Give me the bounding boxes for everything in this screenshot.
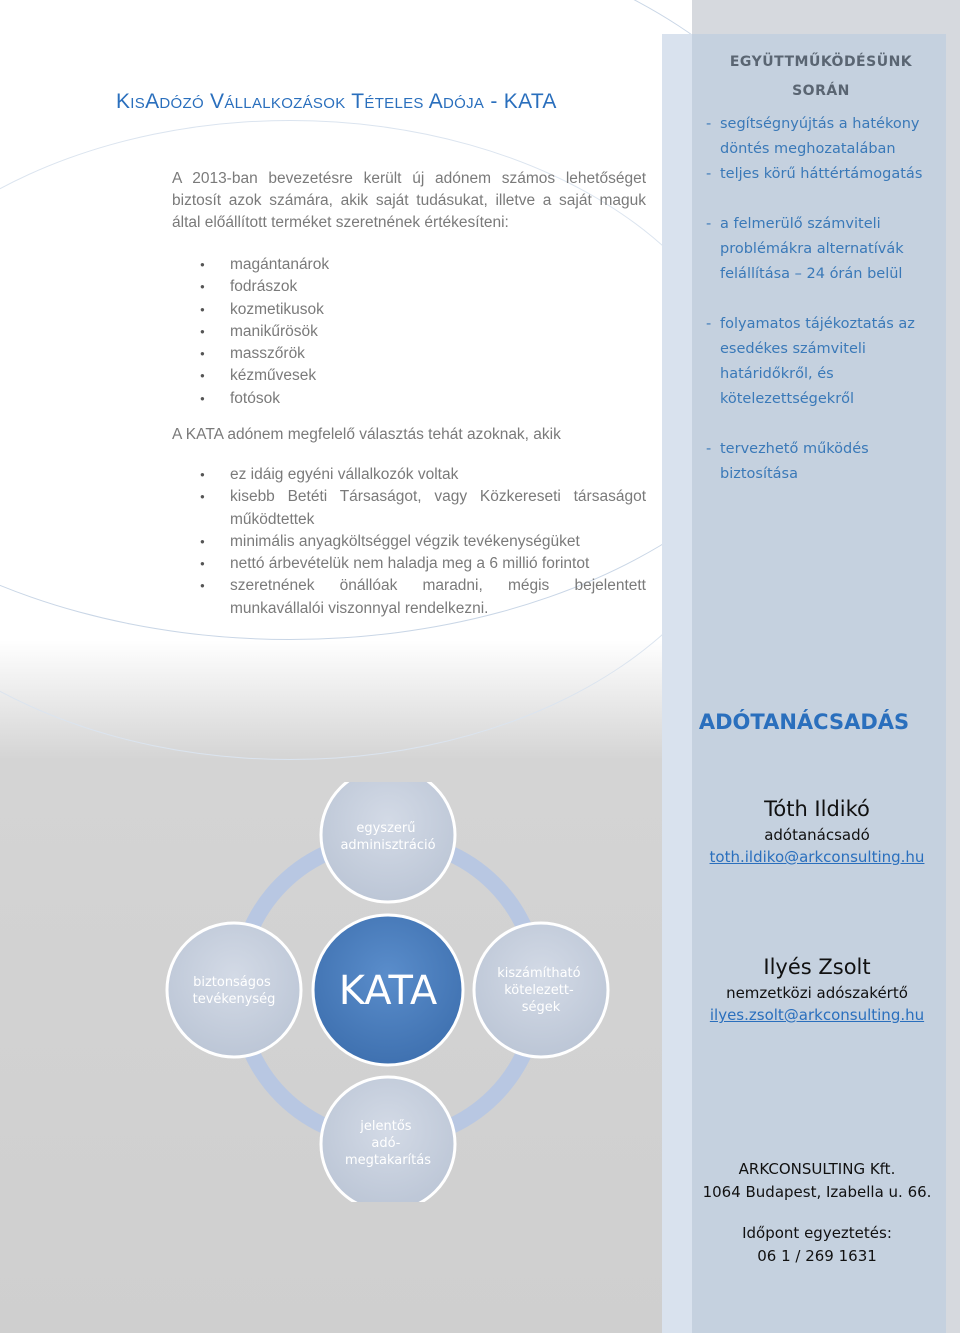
contact-card (662, 952, 960, 1026)
list-item: ● fotósok (200, 388, 650, 410)
list-item: ● kisebb Betéti Társaságot, vagy Közkereseti társaságot működtettek (200, 486, 646, 531)
contact-role: adótanácsadó (764, 826, 870, 844)
company-info (662, 1158, 960, 1204)
company-address: 1064 Budapest, Izabella u. 66. (702, 1183, 932, 1201)
diagram-node-right (474, 923, 608, 1057)
diagram-node-bottom (321, 1077, 455, 1202)
list-item: ● minimális anyagköltséggel végzik tevékenységüket (200, 531, 646, 553)
cooperation-item: - tervezhető működés biztosítása (706, 441, 869, 482)
diagram-node-left (167, 923, 301, 1057)
contact-role: nemzetközi adószakértő (726, 984, 908, 1002)
list-item: ● magántanárok (200, 254, 650, 276)
cooperation-title-line2: SORÁN (792, 83, 850, 99)
appointment-phone: 06 1 / 269 1631 (757, 1247, 877, 1265)
cooperation-box (706, 48, 936, 487)
contact-name: Ilyés Zsolt (763, 955, 871, 979)
contact-card (662, 794, 960, 868)
list-item: ● kézművesek (200, 365, 650, 387)
list-item: ● masszőrök (200, 343, 650, 365)
list-item: ● nettó árbevételük nem haladja meg a 6 millió forintot (200, 553, 646, 575)
intro-paragraph: A 2013-ban bevezetésre került új adónem számos lehetőséget biztosít azok számára, akik saját tudásukat, illetve a saját maguk által előállított terméket szeretnének értékesíteni: (172, 170, 646, 231)
appointment-info (662, 1222, 960, 1268)
list-item: ● kozmetikusok (200, 299, 650, 321)
svg-text:kiszámítható kötelezett-: kiszámítható kötelezett- ségek (497, 966, 581, 1015)
svg-text:egyszerű adminisztráció: egyszerű adminisztráció (340, 821, 436, 853)
suitable-intro: A KATA adónem megfelelő választás tehát azoknak, akik (172, 426, 561, 443)
professions-list (200, 254, 650, 410)
contact-email-link[interactable]: toth.ildiko@arkconsulting.hu (709, 848, 925, 866)
cooperation-item: - a felmerülő számviteli problémákra alternatívák felállítása – 24 órán belül (706, 216, 904, 282)
page-title: KisAdózó Vállalkozások Tételes Adója - KATA (116, 90, 557, 113)
cooperation-title: EGYÜTTMŰKÖDÉSÜNK (729, 54, 913, 70)
cooperation-item: - teljes körű háttértámogatás (706, 166, 923, 182)
cooperation-item: - folyamatos tájékoztatás az esedékes számviteli határidőkről, és kötelezettségekről (706, 316, 915, 407)
svg-text:biztonságos tevékenység: biztonságos tevékenység (192, 975, 276, 1007)
list-item: ● manikűrösök (200, 321, 650, 343)
contact-email-link[interactable]: ilyes.zsolt@arkconsulting.hu (709, 1006, 925, 1024)
list-item: ● fodrászok (200, 276, 650, 298)
kata-benefits-diagram (165, 782, 615, 1202)
service-title: ADÓTANÁCSADÁS (698, 710, 910, 734)
cooperation-item: - segítségnyújtás a hatékony döntés meghozatalában (706, 116, 920, 157)
company-name: ARKCONSULTING Kft. (738, 1160, 896, 1178)
svg-text:jelentős adó- megt: jelentős adó- megtakarítás (344, 1119, 432, 1168)
svg-text:KATA: KATA (338, 968, 438, 1014)
diagram-node-center (313, 915, 463, 1065)
diagram-node-top (321, 782, 455, 902)
criteria-list (200, 464, 646, 620)
list-item: ● szeretnének önállóak maradni, mégis bejelentett munkavállalói viszonnyal rendelkezni. (200, 575, 646, 620)
appointment-label: Időpont egyeztetés: (742, 1224, 892, 1242)
list-item: ● ez idáig egyéni vállalkozók voltak (200, 464, 646, 486)
contact-name: Tóth Ildikó (764, 797, 870, 821)
